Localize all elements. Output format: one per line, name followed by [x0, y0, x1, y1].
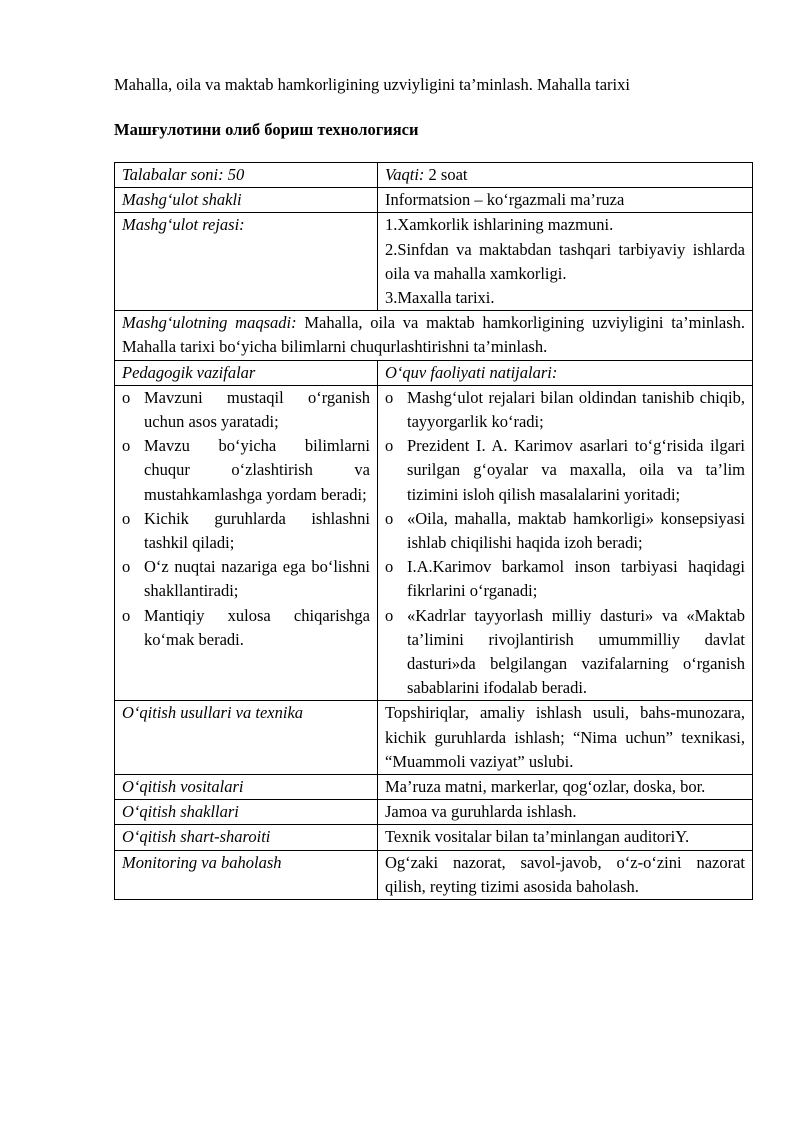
table-row	[115, 850, 753, 899]
document-subtitle: Машғулотини олиб бориш технологияси	[114, 120, 419, 139]
bullet-icon: o	[385, 436, 394, 456]
pedagogical-tasks-header: Pedagogik vazifalar	[115, 360, 378, 385]
bullet-icon: o	[122, 605, 131, 625]
time-value: 2 soat	[424, 165, 468, 184]
list-item	[122, 434, 370, 507]
goal-text: Mahalla, oila va maktab hamkorligining uzviyligini ta’minlash. Mahalla tarixi bo‘yicha bilimlarni chuqurlashtirishni ta’minlash.	[122, 313, 745, 357]
table-row	[115, 188, 753, 213]
forms-value-cell: Jamoa va guruhlarda ishlash.	[378, 800, 753, 825]
table-row	[115, 385, 753, 701]
document-title: Mahalla, oila va maktab hamkorligining uzviyligini ta’minlash. Mahalla tarixi	[114, 75, 630, 94]
monitoring-value-cell: Og‘zaki nazorat, savol-javob, o‘z-o‘zini nazorat qilish, reyting tizimi asosida baholash.	[378, 850, 753, 899]
table-row	[115, 311, 753, 360]
methods-value-cell: Topshiriqlar, amaliy ishlash usuli, bahs-munozara, kichik guruhlarda ishlash; “Nima uchun” texnikasi, “Muammoli vaziyat” uslubi.	[378, 701, 753, 775]
table-row	[115, 213, 753, 311]
list-item-text: Prezident I. A. Karimov asarlari to‘g‘risida ilgari surilgan g‘oyalar va maxalla, oila va ta’lim tizimini isloh qilish masalalarini yoritadi;	[407, 436, 745, 504]
methods-label-cell: O‘qitish usullari va texnika	[115, 701, 378, 775]
plan-value-cell	[378, 213, 753, 311]
list-item	[122, 507, 370, 555]
list-item-text: Mashg‘ulot rejalari bilan oldindan tanishib chiqib, tayyorgarlik ko‘radi;	[407, 387, 745, 432]
time-label: Vaqti:	[385, 165, 425, 184]
list-item-text: «Kadrlar tayyorlash milliy dasturi» va «Maktab ta’limini rivojlantirish umummilliy davlat dasturi»da belgilangan vazifalarning o‘rganish sabablarini ifodalab beradi.	[407, 605, 745, 698]
list-item	[122, 386, 370, 434]
bullet-icon: o	[122, 387, 131, 407]
plan-item: 3.Maxalla tarixi.	[385, 288, 495, 308]
learning-outcomes-header: O‘quv faoliyati natijalari:	[378, 360, 753, 385]
table-row	[115, 701, 753, 775]
list-item	[385, 434, 745, 507]
pedagogical-tasks-list	[122, 386, 370, 652]
time-cell	[378, 163, 753, 188]
bullet-icon: o	[122, 557, 131, 577]
tools-label-cell: O‘qitish vositalari	[115, 775, 378, 800]
pedagogical-tasks-cell	[115, 385, 378, 701]
conditions-value-cell: Texnik vositalar bilan ta’minlangan auditoriY.	[378, 825, 753, 850]
list-item-text: Mantiqiy xulosa chiqarishga ko‘mak beradi.	[144, 605, 370, 649]
plan-label-cell: Mashg‘ulot rejasi:	[115, 213, 378, 311]
goal-cell	[115, 311, 753, 360]
forms-label-cell: O‘qitish shakllari	[115, 800, 378, 825]
bullet-icon: o	[122, 436, 131, 456]
bullet-icon: o	[385, 557, 394, 577]
list-item-text: «Oila, mahalla, maktab hamkorligi» konsepsiyasi ishlab chiqilishi haqida izoh beradi;	[407, 508, 745, 553]
list-item	[385, 507, 745, 555]
form-value-cell: Informatsion – ko‘rgazmali ma’ruza	[378, 188, 753, 213]
learning-outcomes-cell	[378, 385, 753, 701]
conditions-label-cell: O‘qitish shart-sharoiti	[115, 825, 378, 850]
list-item	[385, 604, 745, 701]
goal-label: Mashg‘ulotning maqsadi:	[122, 313, 297, 333]
tools-value-cell: Ma’ruza matni, markerlar, qog‘ozlar, doska, bor.	[378, 775, 753, 800]
bullet-icon: o	[385, 508, 394, 528]
list-item-text: Mavzuni mustaqil o‘rganish uchun asos yaratadi;	[144, 387, 370, 432]
table-row	[115, 800, 753, 825]
list-item-text: Kichik guruhlarda ishlashni tashkil qiladi;	[144, 508, 370, 553]
bullet-icon: o	[122, 508, 131, 528]
list-item	[385, 386, 745, 434]
monitoring-label-cell: Monitoring va baholash	[115, 850, 378, 899]
plan-item: 2.Sinfdan va maktabdan tashqari tarbiyaviy ishlarda oila va mahalla xamkorligi.	[385, 239, 745, 283]
bullet-icon: o	[385, 605, 394, 625]
list-item-text: Mavzu bo‘yicha bilimlarni chuqur o‘zlashtirish va mustahkamlashga yordam beradi;	[144, 436, 370, 504]
list-item-text: O‘z nuqtai nazariga ega bo‘lishni shakllantiradi;	[144, 557, 370, 601]
table-row	[115, 825, 753, 850]
table-row	[115, 360, 753, 385]
bullet-icon: o	[385, 387, 394, 407]
list-item-text: I.A.Karimov barkamol inson tarbiyasi haqidagi fikrlarini o‘rganadi;	[407, 557, 745, 601]
plan-item: 1.Xamkorlik ishlarining mazmuni.	[385, 215, 614, 235]
students-count-cell: Talabalar soni: 50	[115, 163, 378, 188]
learning-outcomes-list	[385, 386, 745, 701]
list-item	[122, 555, 370, 603]
form-label-cell: Mashg‘ulot shakli	[115, 188, 378, 213]
list-item	[122, 604, 370, 652]
list-item	[385, 555, 745, 603]
lesson-technology-table	[114, 162, 753, 900]
table-row	[115, 163, 753, 188]
table-row	[115, 775, 753, 800]
